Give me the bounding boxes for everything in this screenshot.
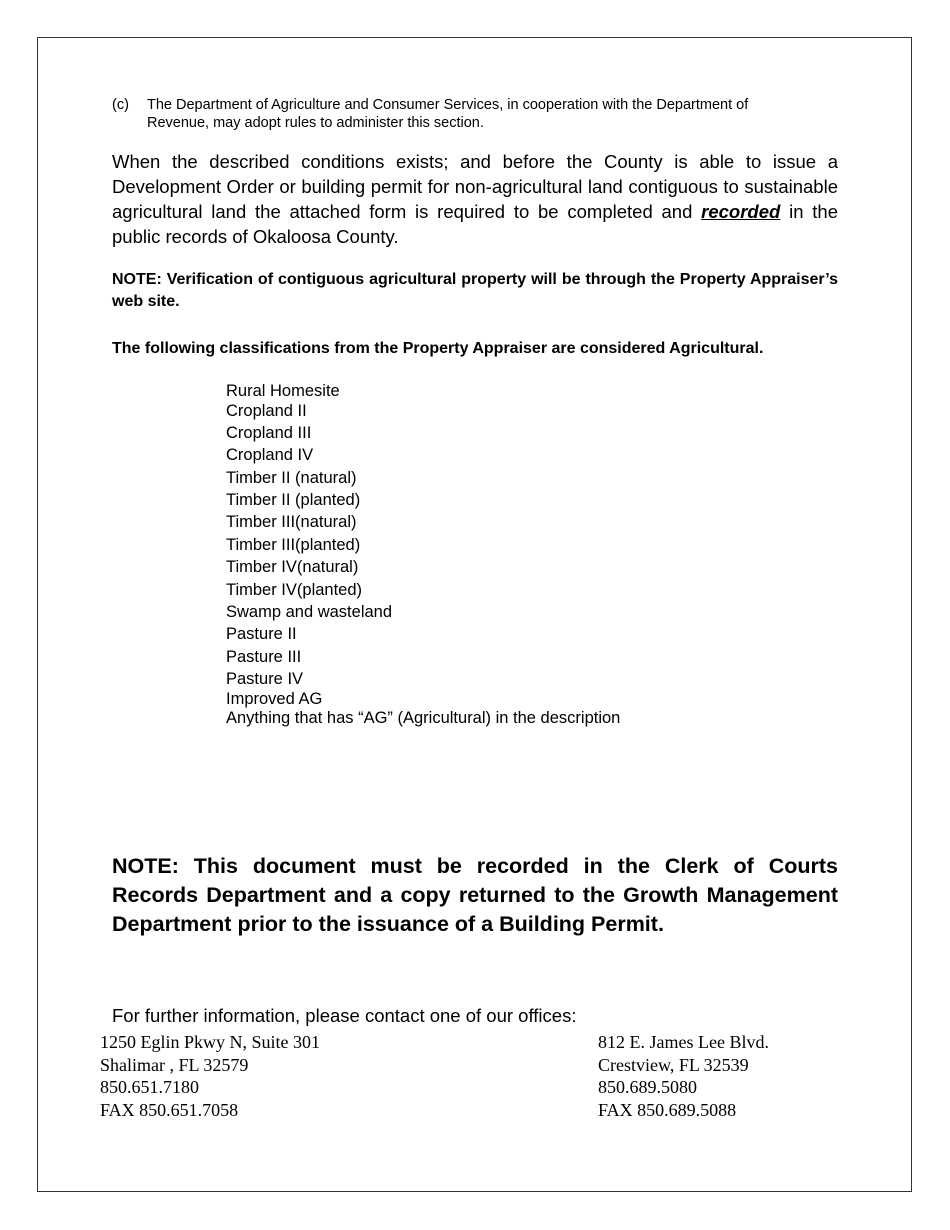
- list-item: Cropland II: [226, 401, 307, 420]
- intro-paragraph: [112, 149, 838, 249]
- list-item: Timber III(planted): [226, 535, 361, 554]
- office-phone: 850.651.7180: [100, 1077, 199, 1097]
- list-item: Pasture IV: [226, 670, 304, 689]
- list-item: Pasture III: [226, 647, 302, 666]
- list-item: Timber II (planted): [226, 491, 361, 510]
- subsection-c: [112, 96, 812, 132]
- list-item: Cropland IV: [226, 446, 314, 465]
- classifications-heading: The following classifications from the Property Appraiser are considered Agricultural.: [112, 340, 764, 357]
- list-item: Pasture II: [226, 625, 297, 644]
- contact-intro: For further information, please contact one of our offices:: [112, 1005, 577, 1026]
- subsection-label: (c): [112, 97, 129, 113]
- list-item: Swamp and wasteland: [226, 603, 393, 622]
- list-item: Cropland III: [226, 423, 312, 442]
- list-item: Timber IV(natural): [226, 558, 359, 577]
- office-phone: 850.689.5080: [598, 1077, 697, 1097]
- office-fax: FAX 850.651.7058: [100, 1099, 239, 1120]
- list-item: Improved AG: [226, 689, 323, 708]
- intro-paragraph-text: When the described conditions exists; and before the County is able to issue a Development Order or building permit for non-agricultural land contiguous to sustainable agricultural land the attached form is required to be completed and: [112, 151, 838, 222]
- list-item: Timber II (natural): [226, 468, 357, 487]
- list-item: Rural Homesite: [226, 382, 340, 400]
- office-shalimar: [100, 1031, 320, 1121]
- office-city: Shalimar , FL 32579: [100, 1054, 249, 1075]
- office-city: Crestview, FL 32539: [598, 1054, 749, 1075]
- office-address: 812 E. James Lee Blvd.: [598, 1032, 769, 1052]
- subsection-text: The Department of Agriculture and Consumer Services, in cooperation with the Department of Revenue, may adopt rules to administer this section.: [147, 97, 749, 131]
- list-item: Anything that has “AG” (Agricultural) in the description: [226, 709, 621, 728]
- office-address: 1250 Eglin Pkwy N, Suite 301: [100, 1032, 321, 1052]
- intro-paragraph-end: in the public records of Okaloosa County.: [112, 201, 838, 247]
- recorded-emphasis: recorded: [701, 201, 781, 222]
- classification-list: [226, 380, 620, 730]
- note-verification: NOTE: Verification of contiguous agricultural property will be through the Property Appraiser’s web site.: [112, 271, 838, 310]
- note-recording: NOTE: This document must be recorded in the Clerk of Courts Records Department and a copy returned to the Growth Management Department prior to the issuance of a Building Permit.: [112, 854, 838, 936]
- list-item: Timber IV(planted): [226, 580, 363, 599]
- office-crestview: [598, 1031, 769, 1121]
- list-item: Timber III(natural): [226, 513, 357, 532]
- office-fax: FAX 850.689.5088: [598, 1099, 737, 1120]
